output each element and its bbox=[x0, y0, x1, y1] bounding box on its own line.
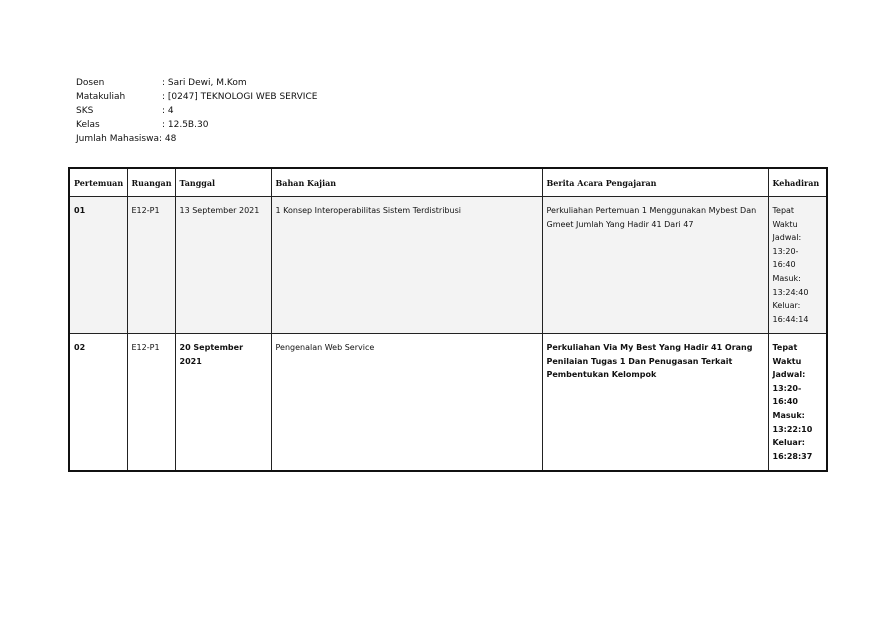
info-row-jumlah-mahasiswa bbox=[76, 132, 317, 146]
table-header-row bbox=[69, 168, 827, 197]
info-row-sks bbox=[76, 104, 317, 118]
header-tanggal: Tanggal bbox=[175, 168, 271, 197]
kehadiran-line: 16:44:14 bbox=[772, 314, 809, 324]
header-pertemuan: Pertemuan bbox=[69, 168, 127, 197]
kehadiran-line: 13:20- bbox=[772, 246, 799, 256]
kehadiran-line: Keluar: bbox=[772, 438, 805, 448]
kehadiran-line: Keluar: bbox=[772, 301, 801, 311]
cell-bahan-kajian: 1 Konsep Interoperabilitas Sistem Terdistribusi bbox=[271, 197, 542, 334]
kehadiran-line: Masuk: bbox=[772, 410, 805, 420]
info-label: Matakuliah bbox=[76, 92, 126, 102]
cell-berita-acara: Perkuliahan Via My Best Yang Hadir 41 Orang Penilaian Tugas 1 Dan Penugasan Terkait Pembentukan Kelompok bbox=[542, 334, 768, 472]
cell-ruangan: E12-P1 bbox=[127, 334, 175, 472]
cell-bahan-kajian: Pengenalan Web Service bbox=[271, 334, 542, 472]
cell-tanggal: 20 September 2021 bbox=[175, 334, 271, 472]
kehadiran-line: Waktu bbox=[772, 219, 798, 229]
info-value: : 12.5B.30 bbox=[162, 120, 209, 130]
info-row-dosen bbox=[76, 76, 317, 90]
header-bahan-kajian: Bahan Kajian bbox=[271, 168, 542, 197]
kehadiran-line: 13:20- bbox=[772, 383, 802, 393]
cell-tanggal: 13 September 2021 bbox=[175, 197, 271, 334]
course-info bbox=[76, 76, 317, 146]
info-label: Kelas bbox=[76, 120, 100, 130]
kehadiran-line: 13:24:40 bbox=[772, 287, 809, 297]
info-value: : 4 bbox=[162, 106, 174, 116]
kehadiran-line: Waktu bbox=[772, 356, 802, 366]
info-row-matakuliah bbox=[76, 90, 317, 104]
kehadiran-line: Jadwal: bbox=[772, 370, 806, 380]
cell-kehadiran bbox=[768, 334, 827, 472]
kehadiran-line: Tepat bbox=[772, 343, 798, 352]
table-row bbox=[69, 197, 827, 334]
cell-ruangan: E12-P1 bbox=[127, 197, 175, 334]
kehadiran-line: 13:22:10 bbox=[772, 424, 813, 434]
kehadiran-line: 16:40 bbox=[772, 397, 798, 407]
info-value: : 48 bbox=[158, 134, 177, 144]
kehadiran-line: Tepat bbox=[772, 206, 795, 215]
cell-kehadiran bbox=[768, 197, 827, 334]
kehadiran-line: Masuk: bbox=[772, 273, 801, 283]
cell-pertemuan: 01 bbox=[69, 197, 127, 334]
attendance-table bbox=[68, 167, 828, 472]
kehadiran-line: 16:28:37 bbox=[772, 451, 813, 461]
info-label: Dosen bbox=[76, 78, 105, 88]
info-value: : [0247] TEKNOLOGI WEB SERVICE bbox=[162, 92, 318, 102]
kehadiran-line: Jadwal: bbox=[772, 233, 802, 243]
cell-pertemuan: 02 bbox=[69, 334, 127, 472]
info-row-kelas bbox=[76, 118, 317, 132]
header-kehadiran: Kehadiran bbox=[768, 168, 827, 197]
table-row bbox=[69, 334, 827, 472]
header-ruangan: Ruangan bbox=[127, 168, 175, 197]
header-berita-acara: Berita Acara Pengajaran bbox=[542, 168, 768, 197]
info-value: : Sari Dewi, M.Kom bbox=[162, 78, 247, 88]
info-label: Jumlah Mahasiswa bbox=[76, 134, 159, 144]
info-label: SKS bbox=[76, 106, 94, 116]
kehadiran-line: 16:40 bbox=[772, 260, 796, 270]
cell-berita-acara: Perkuliahan Pertemuan 1 Menggunakan Mybest Dan Gmeet Jumlah Yang Hadir 41 Dari 47 bbox=[542, 197, 768, 334]
